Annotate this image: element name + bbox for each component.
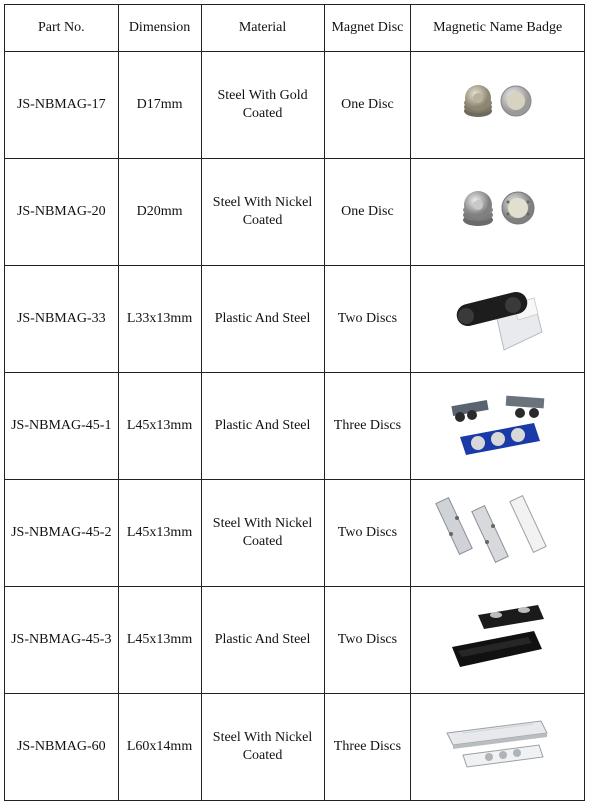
header-magnet-disc: Magnet Disc: [324, 5, 411, 52]
dimension-cell: L45x13mm: [118, 587, 201, 694]
table-row: [5, 694, 585, 801]
material-cell: Steel With Nickel Coated: [201, 694, 324, 801]
disc-cell: Two Discs: [324, 480, 411, 587]
image-cell: [411, 694, 585, 801]
part-number-cell: JS-NBMAG-45-3: [5, 587, 119, 694]
header-dimension: Dimension: [118, 5, 201, 52]
image-cell: [411, 159, 585, 266]
table-row: [5, 480, 585, 587]
image-cell: [411, 373, 585, 480]
product-spec-table: [4, 4, 585, 801]
table-row: [5, 52, 585, 159]
disc-cell: Three Discs: [324, 373, 411, 480]
black-plastic-magnet-photo: [438, 274, 558, 364]
image-cell: [411, 480, 585, 587]
dimension-cell: L45x13mm: [118, 373, 201, 480]
disc-cell: One Disc: [324, 52, 411, 159]
dimension-cell: D20mm: [118, 159, 201, 266]
part-number-cell: JS-NBMAG-45-2: [5, 480, 119, 587]
black-bar-magnet-photo: [438, 595, 558, 685]
image-cell: [411, 587, 585, 694]
image-cell: [411, 52, 585, 159]
table-row: [5, 587, 585, 694]
long-silver-magnet-photo: [433, 707, 563, 787]
disc-cell: Two Discs: [324, 266, 411, 373]
header-material: Material: [201, 5, 324, 52]
material-cell: Steel With Nickel Coated: [201, 480, 324, 587]
dimension-cell: L45x13mm: [118, 480, 201, 587]
material-cell: Plastic And Steel: [201, 373, 324, 480]
header-badge-image: Magnetic Name Badge: [411, 5, 585, 52]
table-row: [5, 266, 585, 373]
material-cell: Plastic And Steel: [201, 587, 324, 694]
material-cell: Plastic And Steel: [201, 266, 324, 373]
gold-disc-magnet-photo: [438, 65, 558, 145]
table-row: [5, 373, 585, 480]
dimension-cell: L60x14mm: [118, 694, 201, 801]
part-number-cell: JS-NBMAG-33: [5, 266, 119, 373]
header-row: [5, 5, 585, 52]
material-cell: Steel With Nickel Coated: [201, 159, 324, 266]
header-part-no: Part No.: [5, 5, 119, 52]
disc-cell: Three Discs: [324, 694, 411, 801]
silver-bar-magnet-photo: [433, 488, 563, 578]
material-cell: Steel With Gold Coated: [201, 52, 324, 159]
part-number-cell: JS-NBMAG-60: [5, 694, 119, 801]
dimension-cell: D17mm: [118, 52, 201, 159]
image-cell: [411, 266, 585, 373]
disc-cell: Two Discs: [324, 587, 411, 694]
part-number-cell: JS-NBMAG-17: [5, 52, 119, 159]
nickel-disc-magnet-photo: [438, 172, 558, 252]
table-row: [5, 159, 585, 266]
dimension-cell: L33x13mm: [118, 266, 201, 373]
disc-cell: One Disc: [324, 159, 411, 266]
part-number-cell: JS-NBMAG-20: [5, 159, 119, 266]
blue-three-disc-magnet-photo: [438, 381, 558, 471]
part-number-cell: JS-NBMAG-45-1: [5, 373, 119, 480]
